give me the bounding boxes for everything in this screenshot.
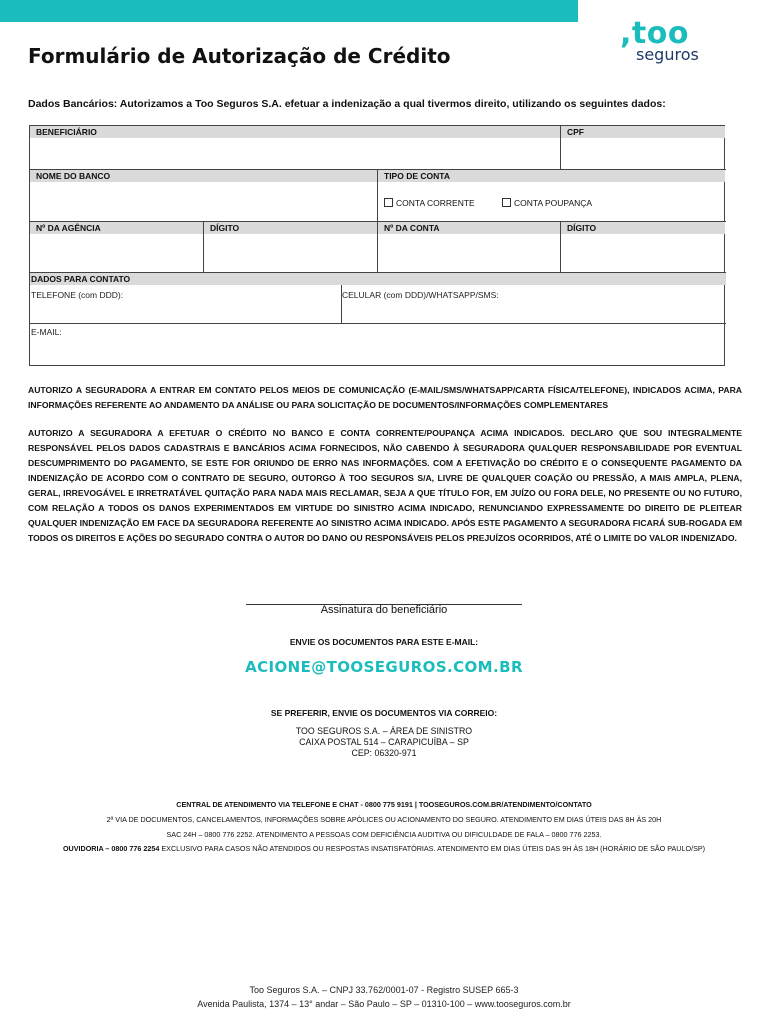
conta-corrente-option[interactable]: [384, 198, 475, 208]
conta-poupanca-checkbox[interactable]: [502, 198, 511, 207]
cpf-field[interactable]: [561, 138, 725, 169]
segunda-via-info: 2ª VIA DE DOCUMENTOS, CANCELAMENTOS, INFORMAÇÕES SOBRE APÓLICES OU ACIONAMENTO DO SEGURO. ATENDIMENTO EM DIAS ÚTEIS DAS 8H ÀS 20H: [106, 815, 662, 824]
credit-authorization-text: AUTORIZO A SEGURADORA A EFETUAR O CRÉDITO NO BANCO E CONTA CORRENTE/POUPANÇA ACIMA INDICADOS. DECLARO QUE SOU INTEGRALMENTE RESPONSÁVEL PELOS DADOS CADASTRAIS E BANCÁRIOS ACIMA FORNECIDOS, NÃO CABENDO À SEGURADORA QUALQUER RESPONSABILIDADE POR EVENTUAL DESCUMPRIMENTO DO PAGAMENTO, SE ESTE FOR ORIUNDO DE ERRO NAS INFORMAÇÕES. COM A EFETIVAÇÃO DO CRÉDITO E O CONSEQUENTE PAGAMENTO DA INDENIZAÇÃO DE ACORDO COM O CONTRATO DE SEGURO, OUTORGO À TOO SEGUROS S/A, LIVRE DE QUALQUER COAÇÃO OU PRESSÃO, A MAIS AMPLA, PLENA, GERAL, IRREVOGÁVEL E IRRETRATÁVEL QUITAÇÃO PARA NADA MAIS RECLAMAR, SEJA A QUE TÍTULO FOR, EM JUÍZO OU FORA DELE, NO PRESENTE OU NO FUTURO, COM RELAÇÃO A TODOS OS DANOS EXPERIMENTADOS EM VIRTUDE DO SINISTRO ACIMA INDICADO, RENUNCIANDO EXPRESSAMENTE DO DIREITO DE PLEITEAR QUALQUER INDENIZAÇÃO EM FACE DA SEGURADORA REFERENTE AO SINISTRO ACIMA INDICADO. APÓS ESTE PAGAMENTO A SEGURADORA FICARÁ SUB-ROGADA EM TODOS OS DIREITOS E AÇÕES DO SEGURADO CONTRA O AUTOR DO DANO OU RESPONSÁVEIS PELOS PREJUÍZOS OCORRIDOS, ATÉ O LIMITE DO VALOR INDENIZADO.: [28, 428, 742, 543]
ouvidoria-info: [0, 844, 768, 853]
beneficiario-label: BENEFICIÁRIO: [30, 126, 560, 138]
digito-agencia-label: DÍGITO: [204, 222, 377, 234]
conta-corrente-checkbox[interactable]: [384, 198, 393, 207]
footer-line-1: Too Seguros S.A. – CNPJ 33.762/0001-07 - Registro SUSEP 665-3: [249, 985, 519, 995]
agencia-field[interactable]: [30, 234, 203, 272]
telefone-label: TELEFONE (com DDD):: [31, 290, 124, 300]
footer-line-2: Avenida Paulista, 1374 – 13° andar – São Paulo – SP – 01310-100 – www.tooseguros.com.br: [197, 999, 571, 1009]
page-title: Formulário de Autorização de Crédito: [28, 44, 451, 68]
contact-authorization-text: AUTORIZO A SEGURADORA A ENTRAR EM CONTATO PELOS MEIOS DE COMUNICAÇÃO (E-MAIL/SMS/WHATSAPP/CARTA FÍSICA/TELEFONE), INDICADOS ACIMA, PARA INFORMAÇÕES REFERENTE AO ANDAMENTO DA ANÁLISE OU PARA SOLICITAÇÃO DE DOCUMENTOS/INFORMAÇÕES COMPLEMENTARES: [28, 385, 742, 410]
email-field[interactable]: [30, 324, 725, 365]
beneficiario-field[interactable]: [30, 138, 560, 169]
ouvidoria-phone: OUVIDORIA – 0800 776 2254: [62, 844, 160, 853]
digito-agencia-field[interactable]: [204, 234, 377, 272]
digito-conta-field[interactable]: [561, 234, 725, 272]
conta-field[interactable]: [378, 234, 560, 272]
bank-data-form: [29, 125, 725, 366]
conta-corrente-label: CONTA CORRENTE: [396, 198, 475, 208]
celular-field[interactable]: [342, 286, 725, 323]
address-line-1: TOO SEGUROS S.A. – ÁREA DE SINISTRO: [295, 726, 473, 736]
dados-contato-label: DADOS PARA CONTATO: [30, 273, 726, 285]
send-email-label: ENVIE OS DOCUMENTOS PARA ESTE E-MAIL:: [289, 637, 479, 647]
address-line-3: CEP: 06320-971: [351, 748, 417, 758]
logo-main-text: ,too: [620, 16, 689, 51]
sac-info: SAC 24H – 0800 776 2252. ATENDIMENTO A PESSOAS COM DEFICIÊNCIA AUDITIVA OU DIFICULDADE DE FALA – 0800 776 2253.: [166, 830, 602, 839]
conta-label: Nº DA CONTA: [378, 222, 560, 234]
conta-poupanca-option[interactable]: [502, 198, 592, 208]
conta-poupanca-label: CONTA POUPANÇA: [514, 198, 593, 208]
too-seguros-logo: [620, 16, 730, 66]
logo-sub-text: seguros: [636, 45, 699, 64]
claims-email-link[interactable]: ACIONE@TOOSEGUROS.COM.BR: [245, 658, 523, 676]
digito-conta-label: DÍGITO: [561, 222, 725, 234]
top-accent-bar: [0, 0, 578, 22]
nome-banco-field[interactable]: [30, 182, 377, 221]
central-atendimento: CENTRAL DE ATENDIMENTO VIA TELEFONE E CHAT - 0800 775 9191 | TOOSEGUROS.COM.BR/ATENDIMENTO/CONTATO: [176, 800, 592, 809]
intro-text: Dados Bancários: Autorizamos a Too Seguros S.A. efetuar a indenização a qual tivermos direito, utilizando os seguintes dados:: [28, 98, 666, 110]
cpf-label: CPF: [561, 126, 725, 138]
telefone-field[interactable]: [30, 286, 341, 323]
email-label: E-MAIL:: [31, 327, 62, 337]
send-mail-label: SE PREFERIR, ENVIE OS DOCUMENTOS VIA CORREIO:: [270, 708, 498, 718]
nome-banco-label: NOME DO BANCO: [30, 170, 377, 182]
agencia-label: Nº DA AGÊNCIA: [30, 222, 203, 234]
celular-label: CELULAR (com DDD)/WHATSAPP/SMS:: [342, 290, 499, 300]
tipo-conta-label: TIPO DE CONTA: [378, 170, 725, 182]
ouvidoria-text: EXCLUSIVO PARA CASOS NÃO ATENDIDOS OU RESPOSTAS INSATISFATÓRIAS. ATENDIMENTO EM DIAS ÚTEIS DAS 9H ÀS 18H (HORÁRIO DE SÃO PAULO/SP): [159, 844, 706, 853]
address-line-2: CAIXA POSTAL 514 – CARAPICUÍBA – SP: [299, 737, 469, 747]
signature-label: Assinatura do beneficiário: [320, 604, 448, 616]
